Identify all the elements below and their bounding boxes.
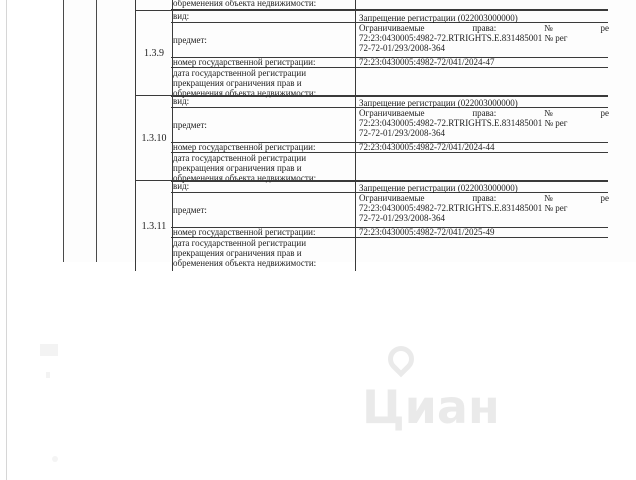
text-line: 72:23:0430005:4982-72.RTRIGHTS.E.831485001 № рег: [359, 118, 568, 128]
field-value: [359, 0, 608, 9]
encumbrance-block: [135, 180, 608, 271]
scanned-extract-image: [63, 0, 636, 268]
field-label: вид:: [171, 96, 356, 107]
field-value: [359, 153, 608, 181]
field-label: вид:: [171, 11, 356, 22]
text-fragment: права:: [472, 23, 497, 33]
field-value: Запрещение регистрации (022003000000): [359, 183, 518, 193]
table-row: [171, 181, 608, 193]
field-value: Запрещение регистрации (022003000000): [359, 13, 518, 23]
text-fragment: Ограничиваемые: [359, 108, 425, 118]
field-value: [359, 193, 608, 227]
text-fragment: №: [544, 23, 553, 33]
text-line: прекращения ограничения прав и: [173, 163, 302, 173]
text-fragment: ре: [600, 193, 609, 203]
field-value: Запрещение регистрации (022003000000): [359, 98, 518, 108]
page-edge: [6, 0, 7, 480]
text-line: 72-72-01/293/2008-364: [359, 128, 445, 138]
row-number: 1.3.11: [135, 181, 173, 271]
field-label: обременения объекта недвижимости:: [171, 0, 356, 9]
text-fragment: №: [544, 193, 553, 203]
text-line: 72-72-01/293/2008-364: [359, 213, 445, 223]
field-label: предмет:: [171, 23, 356, 57]
field-label: [171, 238, 356, 271]
text-line: обременения объекта недвижимости:: [173, 258, 317, 268]
field-label: предмет:: [171, 108, 356, 142]
faint-mark: [52, 456, 58, 462]
watermark: [362, 344, 572, 434]
table-row: [171, 96, 608, 108]
field-value: 72:23:0430005:4982-72/041/2025-49: [359, 227, 495, 237]
field-value: [359, 68, 608, 96]
table-row: [171, 68, 608, 97]
table-row: [171, 23, 608, 58]
table-row: [171, 143, 608, 153]
field-label: [171, 68, 356, 96]
text-line: прекращения ограничения прав и: [173, 78, 302, 88]
faint-mark: [40, 344, 58, 356]
row-number: 1.3.10: [135, 96, 173, 181]
text-fragment: ре: [600, 108, 609, 118]
field-label: номер государственной регистрации:: [171, 143, 356, 152]
row-number-cell: [135, 0, 173, 10]
field-label: номер государственной регистрации:: [171, 228, 356, 237]
watermark-text: Циан: [362, 380, 500, 434]
text-line: обременения объекта недвижимости:: [173, 173, 317, 183]
table-row: [171, 108, 608, 143]
text-line: 72:23:0430005:4982-72.RTRIGHTS.E.831485001 № рег: [359, 203, 568, 213]
table-border: [96, 0, 97, 262]
table-row: [171, 0, 608, 10]
field-value: [359, 108, 608, 142]
field-label: вид:: [171, 181, 356, 192]
partial-row: [135, 0, 608, 10]
text-line: дата государственной регистрации: [173, 153, 307, 163]
location-pin-icon: [383, 341, 420, 378]
text-line: обременения объекта недвижимости:: [173, 88, 317, 98]
encumbrance-block: [135, 10, 608, 96]
faint-mark: [46, 372, 50, 378]
text-fragment: Ограничиваемые: [359, 23, 425, 33]
field-label: [171, 153, 356, 181]
text-line: дата государственной регистрации: [173, 238, 307, 248]
table-row: [171, 228, 608, 238]
table-border: [63, 0, 64, 262]
row-number: 1.3.9: [135, 11, 173, 96]
text-line: прекращения ограничения прав и: [173, 248, 302, 258]
field-label: предмет:: [171, 193, 356, 227]
text-line: 72-72-01/293/2008-364: [359, 43, 445, 53]
table-row: [171, 58, 608, 68]
encumbrance-block: [135, 95, 608, 181]
table-row: [171, 153, 608, 182]
field-value: [359, 23, 608, 57]
text-line: 72:23:0430005:4982-72.RTRIGHTS.E.831485001 № рег: [359, 33, 568, 43]
table-row: [171, 193, 608, 228]
field-label: номер государственной регистрации:: [171, 58, 356, 67]
table-row: [171, 11, 608, 23]
text-fragment: №: [544, 108, 553, 118]
text-line: дата государственной регистрации: [173, 68, 307, 78]
text-fragment: права:: [472, 193, 497, 203]
field-value: [359, 238, 608, 271]
table-row: [171, 238, 608, 271]
text-fragment: права:: [472, 108, 497, 118]
field-value: 72:23:0430005:4982-72/041/2024-44: [359, 142, 495, 152]
text-fragment: Ограничиваемые: [359, 193, 425, 203]
text-fragment: ре: [600, 23, 609, 33]
field-value: 72:23:0430005:4982-72/041/2024-47: [359, 57, 495, 67]
